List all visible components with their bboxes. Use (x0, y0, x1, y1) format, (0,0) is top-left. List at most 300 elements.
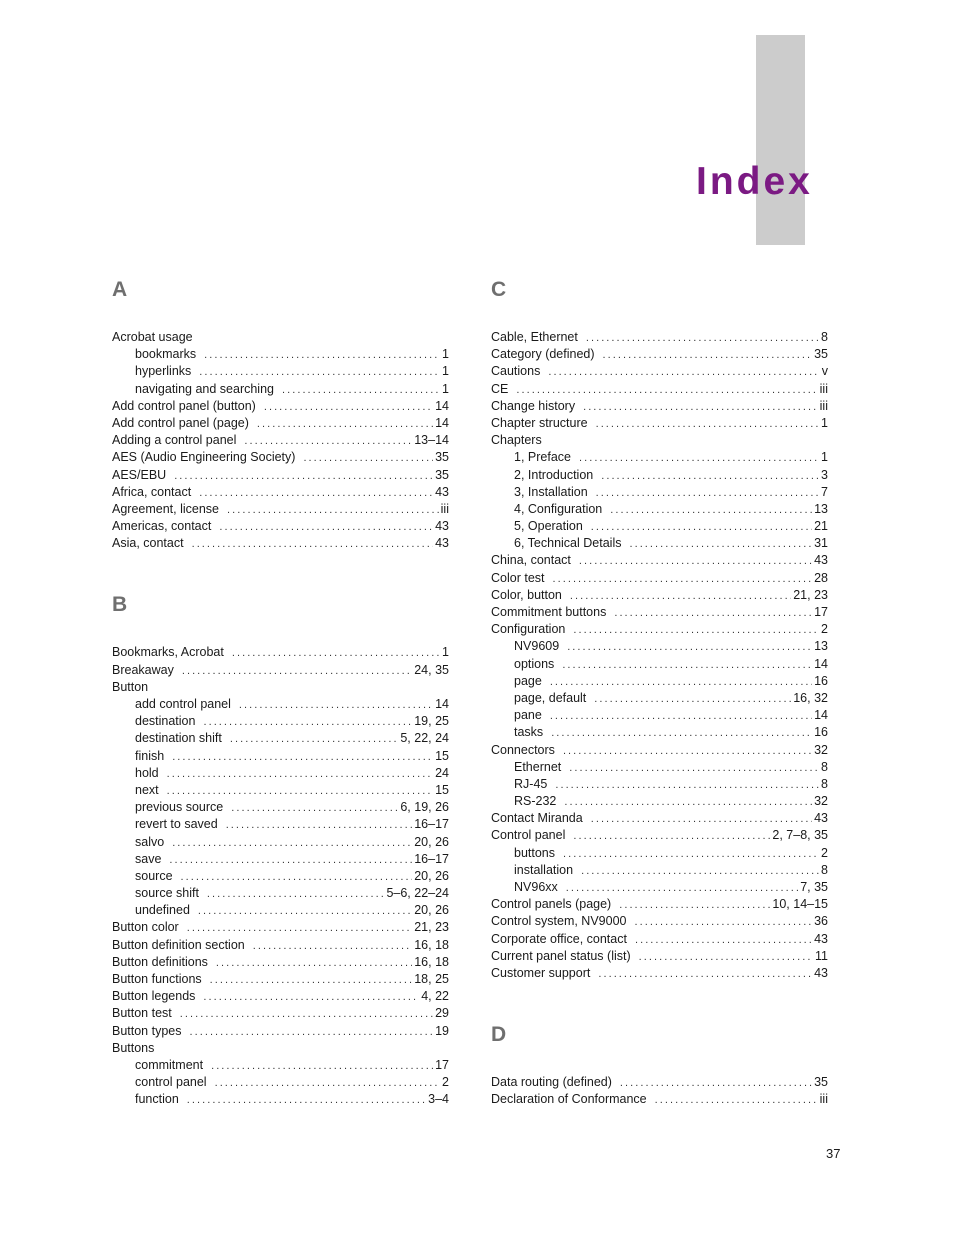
dot-leader (172, 835, 412, 852)
entry-pages[interactable]: 31 (814, 536, 828, 551)
dot-leader (634, 914, 812, 931)
entry-pages[interactable]: 43 (814, 553, 828, 568)
index-subentry (491, 467, 828, 484)
index-subentry (491, 879, 828, 896)
dot-leader (226, 817, 413, 834)
index-subentry (491, 759, 828, 776)
entry-pages[interactable]: 16, 18 (414, 954, 449, 969)
entry-pages[interactable]: 11 (815, 948, 828, 963)
chapter-tab-bar (756, 35, 805, 245)
index-subentry (491, 449, 828, 466)
entry-pages[interactable]: 4, 22 (421, 989, 449, 1004)
dot-leader (303, 450, 433, 467)
entry-pages[interactable]: 1 (821, 415, 828, 430)
entry-pages[interactable]: 14 (814, 708, 828, 723)
index-subentry (491, 862, 828, 879)
entry-term: page (514, 673, 542, 688)
index-entry (112, 919, 449, 936)
dot-leader (174, 468, 433, 485)
entry-term: options (514, 656, 555, 671)
dot-leader (569, 760, 819, 777)
dot-leader (563, 743, 812, 760)
entry-pages[interactable]: 21, 23 (414, 920, 449, 935)
dot-leader (601, 468, 819, 485)
entry-pages[interactable]: 13 (814, 501, 828, 516)
entry-pages[interactable]: 20, 26 (414, 903, 449, 918)
entry-pages[interactable]: 15 (435, 748, 449, 763)
entry-pages[interactable]: 1 (821, 450, 828, 465)
index-entry (491, 621, 828, 638)
index-entry (112, 467, 449, 484)
entry-pages[interactable]: 28 (814, 570, 828, 585)
entry-term: salvo (135, 834, 165, 849)
index-entry (112, 644, 449, 661)
entry-pages[interactable]: 16 (814, 725, 828, 740)
index-entry (491, 1091, 828, 1108)
entry-term: next (135, 782, 159, 797)
dot-leader (192, 536, 434, 553)
dot-leader (583, 399, 818, 416)
entry-term: tasks (514, 725, 544, 740)
entry-term: Button types (112, 1023, 182, 1038)
entry-pages[interactable]: 43 (435, 519, 449, 534)
page-number: 37 (826, 1146, 841, 1161)
entry-pages[interactable]: 18, 25 (414, 972, 449, 986)
entry-pages[interactable]: 2 (442, 1075, 449, 1090)
entry-term: pane (514, 708, 542, 723)
entry-term: installation (514, 862, 574, 877)
index-entry (491, 1074, 828, 1091)
dot-leader (187, 920, 413, 937)
entry-pages[interactable]: 21, 23 (793, 587, 828, 602)
entry-term: revert to saved (135, 817, 218, 832)
entry-term: RJ-45 (514, 776, 548, 791)
dot-leader (635, 932, 812, 949)
index-section (112, 277, 449, 552)
dot-leader (232, 645, 440, 662)
index-entry (491, 931, 828, 948)
entry-term: Button test (112, 1006, 172, 1021)
index-subentry (491, 518, 828, 535)
index-entry (491, 363, 828, 380)
index-entry (112, 662, 449, 679)
index-entry-list (491, 329, 828, 982)
dot-leader (619, 897, 770, 914)
dot-leader (169, 852, 412, 869)
dot-leader (231, 800, 398, 817)
entry-term: bookmarks (135, 347, 197, 362)
section-letter: A (112, 278, 128, 301)
entry-pages[interactable]: 5, 22, 24 (400, 731, 449, 746)
index-subentry (112, 782, 449, 799)
index-subentry (112, 1057, 449, 1074)
index-entry (112, 415, 449, 432)
entry-pages[interactable]: 2 (821, 622, 828, 637)
entry-term: AES/EBU (112, 467, 167, 482)
dot-leader (555, 777, 819, 794)
index-subentry (491, 535, 828, 552)
dot-leader (629, 536, 812, 553)
entry-pages[interactable]: 8 (821, 330, 828, 344)
dot-leader (570, 588, 791, 605)
index-subentry (112, 696, 449, 713)
entry-pages[interactable]: 32 (814, 742, 828, 757)
dot-leader (181, 869, 413, 886)
entry-term: destination (135, 714, 196, 729)
dot-leader (639, 949, 813, 966)
dot-leader (230, 731, 398, 748)
entry-pages[interactable]: 36 (814, 914, 828, 929)
index-entry (491, 965, 828, 982)
index-subentry (491, 501, 828, 518)
index-subentry (112, 851, 449, 868)
dot-leader (591, 811, 812, 828)
entry-term: Add control panel (page) (112, 415, 249, 430)
index-entry-list (491, 1074, 828, 1108)
dot-leader (573, 828, 770, 845)
dot-leader (610, 502, 812, 519)
entry-pages[interactable]: iii (819, 398, 828, 413)
index-entry (112, 398, 449, 415)
dot-leader (548, 364, 819, 381)
dot-leader (566, 880, 798, 897)
entry-term: Commitment buttons (491, 605, 607, 619)
entry-pages[interactable]: 14 (435, 398, 449, 413)
index-column-left (112, 275, 449, 1109)
entry-pages[interactable]: 35 (435, 450, 449, 465)
dot-leader (253, 938, 413, 955)
entry-term: hold (135, 765, 159, 780)
entry-pages[interactable]: 2 (821, 845, 828, 860)
entry-term: destination shift (135, 731, 222, 746)
entry-term: control panel (135, 1075, 207, 1090)
entry-pages[interactable]: 6, 19, 26 (400, 800, 449, 815)
entry-pages[interactable]: 19 (435, 1023, 449, 1038)
index-entry (491, 329, 828, 346)
entry-term: Africa, contact (112, 484, 192, 499)
index-entry (491, 948, 828, 965)
entry-term: navigating and searching (135, 381, 274, 396)
entry-pages[interactable]: 20, 26 (414, 834, 449, 849)
entry-term: Corporate office, contact (491, 931, 627, 946)
entry-term: Buttons (112, 1040, 155, 1055)
entry-pages[interactable]: 8 (821, 862, 828, 877)
entry-pages[interactable]: 1 (442, 381, 449, 396)
index-subentry (112, 868, 449, 885)
entry-pages[interactable]: 1 (442, 347, 449, 362)
entry-pages[interactable]: 16 (814, 673, 828, 688)
index-subentry (491, 707, 828, 724)
entry-pages[interactable]: iii (819, 1092, 828, 1107)
index-entry (112, 484, 449, 501)
index-entry (112, 449, 449, 466)
dot-leader (227, 502, 439, 519)
entry-pages[interactable]: 16–17 (414, 851, 449, 866)
dot-leader (203, 989, 419, 1006)
index-subentry (112, 381, 449, 398)
index-subentry (491, 793, 828, 810)
entry-term: function (135, 1092, 179, 1107)
entry-term: Configuration (491, 622, 566, 637)
index-entry (491, 742, 828, 759)
entry-pages[interactable]: 24 (435, 765, 449, 780)
entry-term: Chapters (491, 433, 542, 448)
dot-leader (620, 1075, 812, 1092)
entry-term: source (135, 868, 173, 883)
index-subentry (112, 902, 449, 919)
entry-pages[interactable]: 43 (435, 484, 449, 499)
dot-leader (264, 399, 433, 416)
entry-pages[interactable]: 21 (814, 519, 828, 534)
entry-term: China, contact (491, 553, 571, 568)
dot-leader (282, 382, 440, 399)
index-entry (112, 1005, 449, 1022)
section-letter: B (112, 593, 128, 617)
entry-term: Connectors (491, 742, 555, 757)
entry-term: RS-232 (514, 794, 557, 809)
entry-term: Chapter structure (491, 415, 588, 430)
entry-pages[interactable]: iii (819, 381, 828, 396)
entry-term: Color test (491, 570, 545, 585)
dot-leader (210, 972, 413, 989)
index-subentry (112, 816, 449, 833)
entry-term: Customer support (491, 965, 591, 980)
entry-pages[interactable]: 35 (435, 467, 449, 482)
entry-term: Control system, NV9000 (491, 914, 627, 929)
index-subentry (491, 845, 828, 862)
entry-term: Americas, contact (112, 519, 212, 534)
index-subentry (112, 1074, 449, 1091)
entry-pages[interactable]: 1 (442, 645, 449, 660)
index-subentry (491, 724, 828, 741)
entry-pages[interactable]: v (821, 364, 828, 379)
dot-leader (211, 1058, 433, 1075)
index-entry (491, 827, 828, 844)
entry-pages[interactable]: 3 (821, 467, 828, 482)
index-subentry (112, 748, 449, 765)
dot-leader (581, 863, 819, 880)
index-entry (112, 937, 449, 954)
entry-term: AES (Audio Engineering Society) (112, 450, 296, 465)
entry-pages[interactable]: 19, 25 (414, 714, 449, 729)
entry-term: Color, button (491, 587, 562, 602)
index-subentry (112, 799, 449, 816)
dot-leader (579, 450, 819, 467)
index-entry (112, 988, 449, 1005)
entry-term: Adding a control panel (112, 433, 237, 448)
entry-pages[interactable]: 13–14 (414, 433, 449, 448)
index-subentry (112, 713, 449, 730)
section-letter: D (491, 1023, 507, 1047)
dot-leader (219, 519, 433, 536)
dot-leader (244, 433, 412, 450)
entry-term: Button definitions (112, 954, 208, 969)
entry-pages[interactable]: 14 (435, 415, 449, 430)
entry-pages[interactable]: 17 (435, 1057, 449, 1072)
entry-pages[interactable]: 7, 35 (800, 880, 828, 894)
entry-term: Cautions (491, 364, 541, 379)
entry-term: commitment (135, 1057, 204, 1072)
dot-leader (591, 519, 812, 536)
entry-pages[interactable]: 35 (814, 347, 828, 362)
entry-term: Declaration of Conformance (491, 1092, 647, 1107)
entry-pages[interactable]: 17 (814, 605, 828, 619)
entry-term: Data routing (defined) (491, 1075, 612, 1090)
entry-pages[interactable]: 16, 18 (414, 937, 449, 952)
dot-leader (204, 347, 440, 364)
index-subentry (112, 346, 449, 363)
dot-leader (562, 657, 812, 674)
index-entry (491, 552, 828, 569)
dot-leader (655, 1092, 818, 1109)
index-entry-list (112, 329, 449, 552)
dot-leader (198, 903, 412, 920)
dot-leader (216, 955, 412, 972)
entry-term: undefined (135, 903, 190, 918)
dot-leader (603, 347, 813, 364)
index-subentry (112, 885, 449, 902)
page-title: Index (696, 160, 813, 203)
entry-pages[interactable]: 24, 35 (414, 662, 449, 677)
dot-leader (550, 708, 812, 725)
entry-pages[interactable]: 3–4 (428, 1092, 449, 1107)
dot-leader (579, 553, 812, 570)
dot-leader (187, 1092, 426, 1109)
entry-term: previous source (135, 800, 224, 815)
dot-leader (614, 605, 812, 622)
entry-term: 6, Technical Details (514, 536, 622, 551)
index-subentry (491, 656, 828, 673)
dot-leader (167, 766, 433, 783)
index-entry (112, 1040, 449, 1057)
entry-term: Change history (491, 398, 576, 413)
index-subentry (112, 834, 449, 851)
index-subentry (491, 673, 828, 690)
index-entry (112, 1023, 449, 1040)
entry-pages[interactable]: 5–6, 22–24 (386, 886, 449, 901)
entry-term: 2, Introduction (514, 467, 594, 482)
index-section (112, 592, 449, 1108)
index-subentry (112, 363, 449, 380)
entry-term: Button legends (112, 989, 196, 1004)
index-entry (112, 679, 449, 696)
entry-term: Cable, Ethernet (491, 330, 578, 344)
entry-pages[interactable]: 43 (814, 931, 828, 946)
dot-leader (257, 416, 433, 433)
entry-pages[interactable]: 35 (814, 1075, 828, 1090)
dot-leader (598, 966, 812, 983)
entry-term: Control panels (page) (491, 897, 612, 912)
dot-leader (564, 794, 812, 811)
index-entry (112, 518, 449, 535)
dot-leader (172, 749, 433, 766)
entry-term: Breakaway (112, 662, 174, 677)
index-section (491, 277, 828, 982)
dot-leader (596, 485, 819, 502)
entry-term: Button color (112, 920, 179, 935)
entry-pages[interactable]: 1 (442, 364, 449, 379)
entry-term: Ethernet (514, 759, 562, 774)
index-entry (112, 535, 449, 552)
index-entry (491, 896, 828, 913)
index-subentry (491, 638, 828, 655)
entry-term: Current panel status (list) (491, 948, 631, 963)
entry-pages[interactable]: 43 (814, 811, 828, 826)
entry-term: Button functions (112, 972, 202, 986)
index-entry (112, 971, 449, 988)
dot-leader (586, 330, 819, 347)
entry-pages[interactable]: 13 (814, 639, 828, 654)
dot-leader (563, 846, 819, 863)
entry-pages[interactable]: 7 (821, 484, 828, 499)
index-subentry (112, 1091, 449, 1108)
dot-leader (553, 571, 813, 588)
dot-leader (180, 1006, 433, 1023)
dot-leader (207, 886, 385, 903)
entry-pages[interactable]: 14 (814, 656, 828, 671)
dot-leader (567, 639, 812, 656)
entry-pages[interactable]: 15 (435, 782, 449, 797)
entry-pages[interactable]: 20, 26 (414, 868, 449, 883)
entry-term: hyperlinks (135, 364, 192, 379)
index-entry (491, 570, 828, 587)
dot-leader (167, 783, 433, 800)
entry-pages[interactable]: 14 (435, 697, 449, 711)
entry-term: add control panel (135, 697, 231, 711)
entry-pages[interactable]: iii (440, 501, 449, 516)
entry-pages[interactable]: 16–17 (414, 817, 449, 832)
entry-term: Button definition section (112, 937, 245, 952)
entry-pages[interactable]: 29 (435, 1006, 449, 1021)
index-entry (491, 415, 828, 432)
entry-term: Contact Miranda (491, 811, 583, 826)
entry-term: Button (112, 679, 149, 694)
entry-pages[interactable]: 10, 14–15 (772, 897, 828, 912)
entry-term: Category (defined) (491, 347, 595, 362)
entry-pages[interactable]: 8 (821, 759, 828, 774)
dot-leader (203, 714, 412, 731)
entry-term: NV9609 (514, 639, 560, 654)
index-subentry (491, 484, 828, 501)
entry-pages[interactable]: 43 (814, 965, 828, 980)
entry-term: buttons (514, 845, 556, 860)
index-entry (491, 398, 828, 415)
dot-leader (182, 663, 412, 680)
section-gap (491, 982, 828, 1020)
dot-leader (594, 691, 791, 708)
index-subentry (491, 690, 828, 707)
entry-pages[interactable]: 43 (435, 536, 449, 551)
entry-pages[interactable]: 32 (814, 794, 828, 809)
index-subentry (491, 776, 828, 793)
index-entry (491, 346, 828, 363)
entry-pages[interactable]: 8 (821, 776, 828, 791)
entry-term: finish (135, 748, 165, 763)
index-subentry (112, 730, 449, 747)
entry-pages[interactable]: 16, 32 (793, 690, 828, 705)
index-entry (491, 913, 828, 930)
entry-term: save (135, 851, 162, 866)
dot-leader (551, 725, 812, 742)
entry-term: 5, Operation (514, 519, 583, 534)
dot-leader (573, 622, 819, 639)
index-entry (112, 432, 449, 449)
entry-term: NV96xx (514, 880, 558, 894)
section-letter: C (491, 278, 507, 301)
entry-pages[interactable]: 2, 7–8, 35 (772, 828, 828, 843)
index-entry-list (112, 644, 449, 1108)
dot-leader (239, 697, 433, 714)
